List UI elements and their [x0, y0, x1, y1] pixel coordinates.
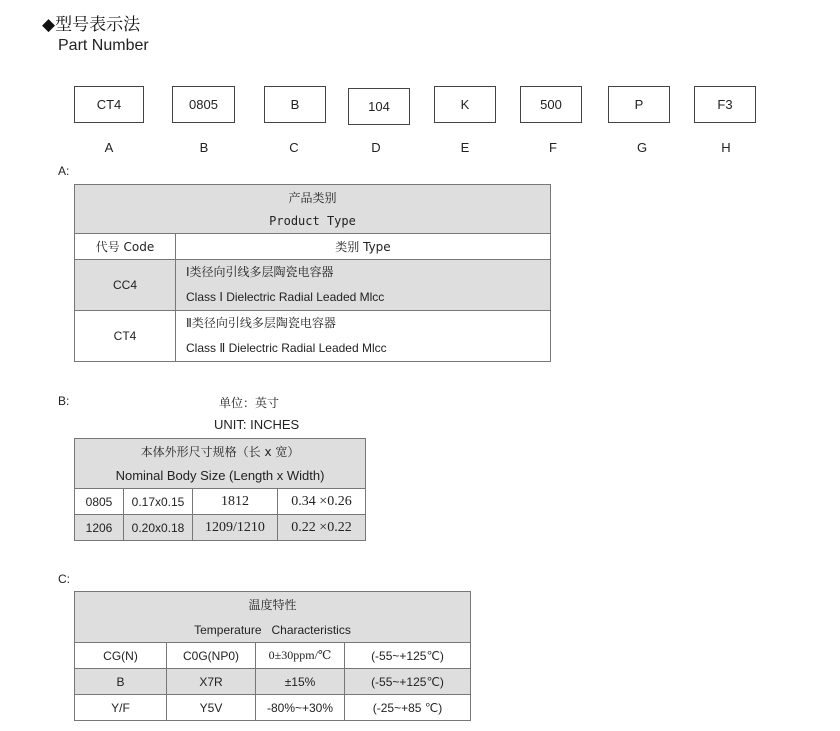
size-value-cell: 0.20x0.18: [124, 515, 193, 541]
size-value-cell: 0.22 ×0.22: [278, 515, 366, 541]
product-type-title-cn: 产品类别: [75, 185, 551, 210]
code-letter-f: F: [549, 140, 557, 155]
product-code-cell: CC4: [75, 260, 176, 311]
section-b-label: B:: [58, 394, 70, 408]
product-type-cell: [176, 311, 551, 362]
table-row: [75, 515, 366, 541]
temp-class-cell: C0G(NP0): [167, 643, 256, 669]
product-type-table: [74, 184, 551, 362]
product-type-en: Class Ⅰ Dielectric Radial Leaded Mlcc: [186, 290, 385, 304]
temp-range-cell: (-25~+85 ℃): [345, 695, 471, 721]
body-size-table: [74, 438, 366, 541]
type-column-header: 类别 Type: [176, 234, 551, 260]
code-box-e: K: [434, 86, 496, 123]
code-column-header: 代号 Code: [75, 234, 176, 260]
product-type-cell: [176, 260, 551, 311]
temperature-title-cn: 温度特性: [75, 592, 471, 618]
code-box-g: P: [608, 86, 670, 123]
temp-class-cell: X7R: [167, 669, 256, 695]
code-box-d: 104: [348, 88, 410, 125]
temp-range-cell: (-55~+125℃): [345, 669, 471, 695]
table-row: [75, 260, 551, 311]
table-row: [75, 695, 471, 721]
page-subtitle: Part Number: [58, 37, 149, 54]
unit-label-cn: 单位：英寸: [219, 396, 280, 410]
section-a-label: A:: [58, 164, 70, 178]
product-type-title-en: Product Type: [75, 209, 551, 234]
code-box-c: B: [264, 86, 326, 123]
body-size-title-en: Nominal Body Size (Length x Width): [75, 463, 366, 489]
product-code-cell: CT4: [75, 311, 176, 362]
code-letter-e: E: [460, 140, 470, 155]
code-box-a: CT4: [74, 86, 144, 123]
size-value-cell: 0.17x0.15: [124, 489, 193, 515]
body-size-title-cn: 本体外形尺寸规格（长 x 宽）: [75, 439, 366, 464]
size-code-cell: 0805: [75, 489, 124, 515]
product-type-cn: Ⅱ类径向引线多层陶瓷电容器: [186, 316, 336, 330]
code-letter-c: C: [289, 140, 299, 155]
temp-coefficient-cell: -80%~+30%: [256, 695, 345, 721]
product-type-en: Class Ⅱ Dielectric Radial Leaded Mlcc: [186, 341, 387, 355]
temperature-title-en: Temperature Characteristics: [75, 617, 471, 643]
size-value-cell: 0.34 ×0.26: [278, 489, 366, 515]
page-title: ◆型号表示法: [42, 15, 141, 35]
code-letter-d: D: [371, 140, 381, 155]
code-box-f: 500: [520, 86, 582, 123]
temp-range-cell: (-55~+125℃): [345, 643, 471, 669]
code-letter-h: H: [721, 140, 731, 155]
temp-code-cell: Y/F: [75, 695, 167, 721]
temp-class-cell: Y5V: [167, 695, 256, 721]
code-letter-b: B: [199, 140, 209, 155]
temp-code-cell: B: [75, 669, 167, 695]
product-type-cn: Ⅰ类径向引线多层陶瓷电容器: [186, 265, 334, 279]
size-code-cell: 1209/1210: [193, 515, 278, 541]
temp-coefficient-cell: ±15%: [256, 669, 345, 695]
code-box-b: 0805: [172, 86, 235, 123]
code-letter-a: A: [104, 140, 114, 155]
unit-label-en: UNIT: INCHES: [214, 417, 300, 432]
table-row: [75, 669, 471, 695]
size-code-cell: 1206: [75, 515, 124, 541]
temp-coefficient-cell: 0±30ppm/℃: [256, 643, 345, 669]
code-letter-g: G: [636, 140, 648, 155]
size-code-cell: 1812: [193, 489, 278, 515]
table-row: [75, 489, 366, 515]
section-c-label: C:: [58, 572, 70, 586]
temperature-table: [74, 591, 471, 721]
temp-code-cell: CG(N): [75, 643, 167, 669]
table-row: [75, 643, 471, 669]
table-row: [75, 311, 551, 362]
code-box-h: F3: [694, 86, 756, 123]
